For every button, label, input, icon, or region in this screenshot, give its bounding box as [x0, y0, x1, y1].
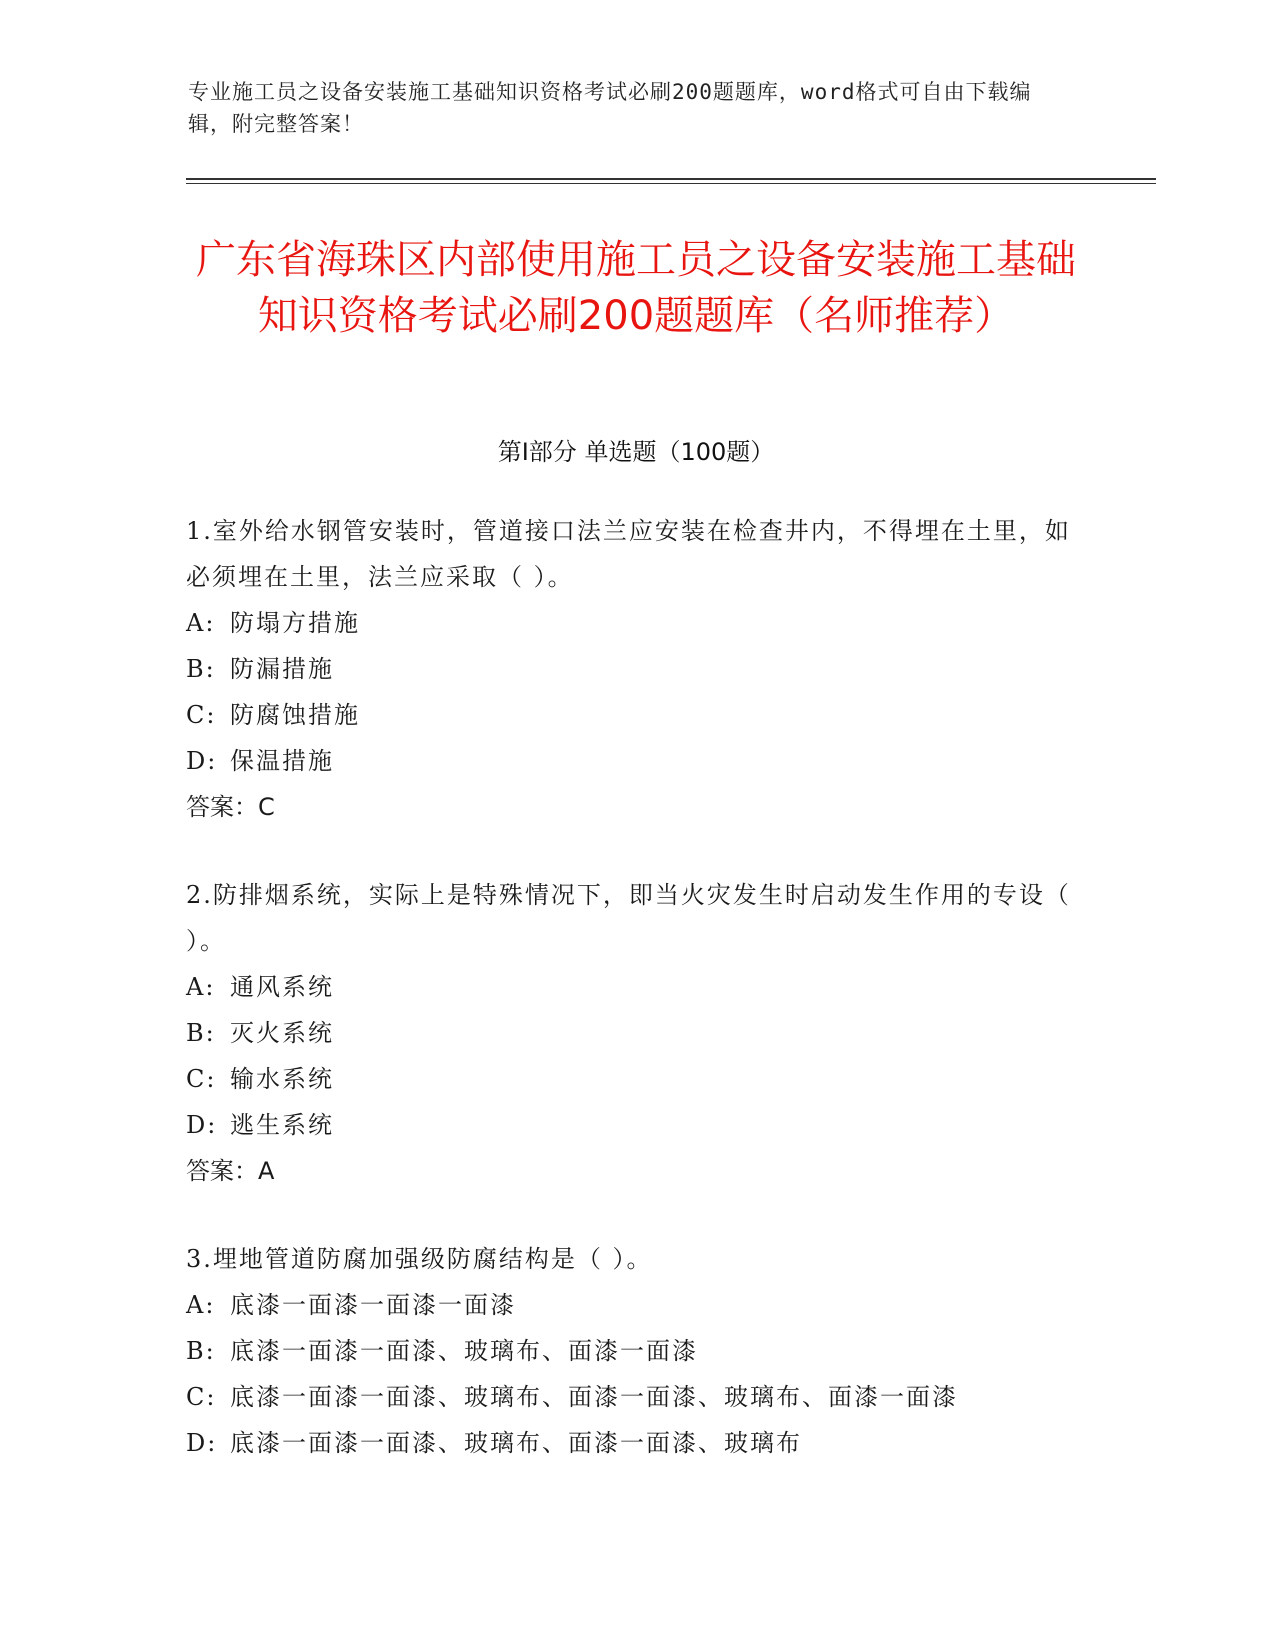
header-rule-thick	[186, 178, 1156, 180]
option-a	[186, 600, 1086, 646]
option-key: A:	[186, 609, 216, 637]
option-c	[186, 1056, 1086, 1102]
option-a	[186, 964, 1086, 1010]
option-key: A:	[186, 1291, 216, 1319]
option-d	[186, 1420, 1086, 1466]
option-a	[186, 1282, 1086, 1328]
option-key: C:	[186, 701, 217, 729]
option-text: 输水系统	[230, 1065, 334, 1093]
option-b	[186, 1010, 1086, 1056]
option-key: A:	[186, 973, 216, 1001]
option-b	[186, 1328, 1086, 1374]
option-text: 底漆一面漆一面漆一面漆	[230, 1291, 516, 1319]
question-1	[186, 508, 1086, 830]
section-title: 第Ⅰ部分 单选题（100题）	[497, 438, 775, 466]
question-stem: 1.室外给水钢管安装时，管道接口法兰应安装在检查井内，不得埋在土里，如必须埋在土里，法兰应采取（ ）。	[186, 517, 1071, 591]
option-c	[186, 692, 1086, 738]
header-note: 专业施工员之设备安装施工基础知识资格考试必刷200题题库，word格式可自由下载编辑，附完整答案！	[188, 80, 1032, 136]
answer: 答案：C	[186, 793, 275, 821]
option-key: D:	[186, 747, 218, 775]
question-3	[186, 1236, 1086, 1466]
option-text: 通风系统	[230, 973, 334, 1001]
option-text: 底漆一面漆一面漆、玻璃布、面漆一面漆	[230, 1337, 698, 1365]
option-text: 底漆一面漆一面漆、玻璃布、面漆一面漆、玻璃布、面漆一面漆	[230, 1383, 958, 1411]
option-key: D:	[186, 1429, 218, 1457]
option-b	[186, 646, 1086, 692]
option-key: B:	[186, 1019, 216, 1047]
option-text: 防腐蚀措施	[230, 701, 360, 729]
option-d	[186, 738, 1086, 784]
option-key: C:	[186, 1065, 217, 1093]
option-text: 灭火系统	[230, 1019, 334, 1047]
header-rule-thin	[186, 183, 1156, 184]
option-key: D:	[186, 1111, 218, 1139]
question-2	[186, 872, 1086, 1194]
question-stem: 2.防排烟系统，实际上是特殊情况下，即当火灾发生时启动发生作用的专设（ ）。	[186, 881, 1071, 955]
question-stem: 3.埋地管道防腐加强级防腐结构是（ ）。	[186, 1245, 653, 1273]
option-text: 逃生系统	[230, 1111, 334, 1139]
option-key: B:	[186, 1337, 216, 1365]
option-text: 防塌方措施	[230, 609, 360, 637]
option-c	[186, 1374, 1086, 1420]
answer: 答案：A	[186, 1157, 275, 1185]
option-text: 防漏措施	[230, 655, 334, 683]
option-key: B:	[186, 655, 216, 683]
option-text: 保温措施	[230, 747, 334, 775]
option-key: C:	[186, 1383, 217, 1411]
option-d	[186, 1102, 1086, 1148]
option-text: 底漆一面漆一面漆、玻璃布、面漆一面漆、玻璃布	[230, 1429, 802, 1457]
document-title: 广东省海珠区内部使用施工员之设备安装施工基础知识资格考试必刷200题题库（名师推荐）	[196, 237, 1076, 339]
